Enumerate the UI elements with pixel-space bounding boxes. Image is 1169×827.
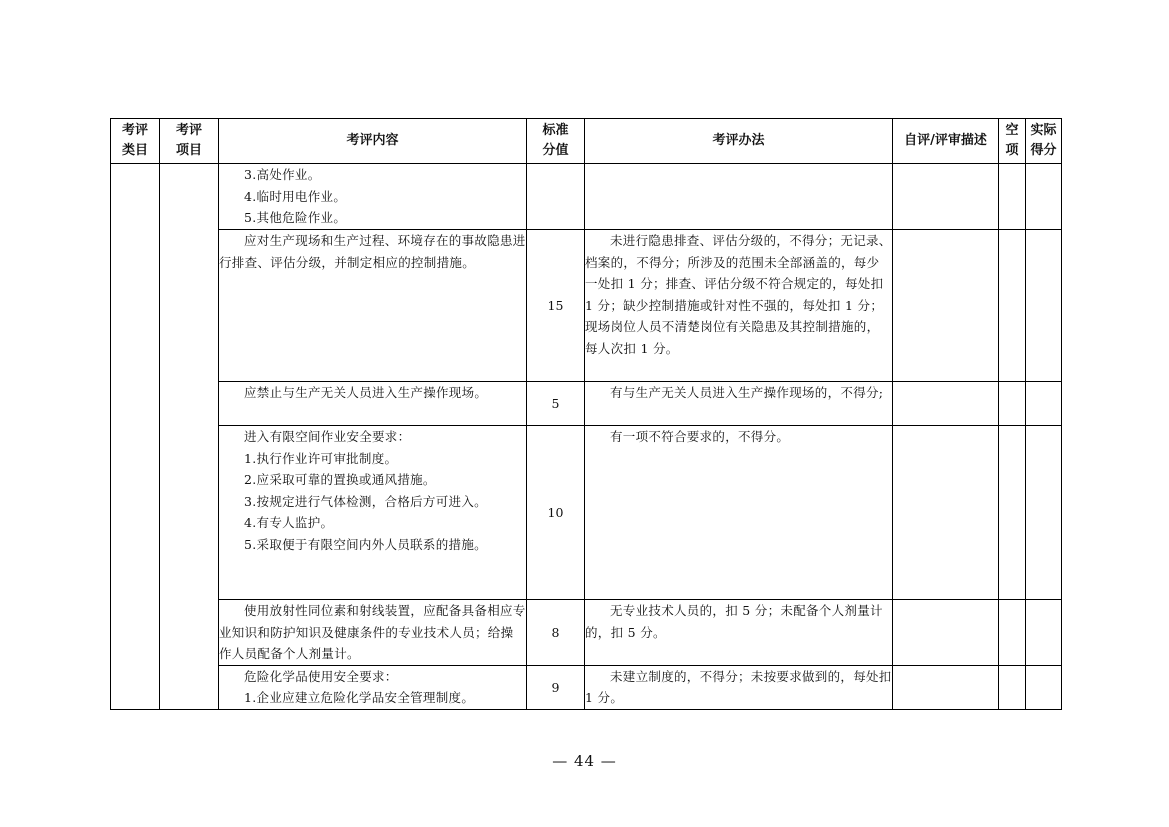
method-cell [585, 164, 893, 230]
self-eval-cell [893, 164, 999, 230]
actual-score-cell [1026, 382, 1062, 426]
actual-score-cell [1026, 665, 1062, 709]
header-content: 考评内容 [219, 119, 527, 164]
self-eval-cell [893, 600, 999, 666]
empty-cell [999, 600, 1026, 666]
header-score: 标准 分值 [527, 119, 585, 164]
header-method: 考评办法 [585, 119, 893, 164]
page-number: — 44 — [552, 752, 617, 770]
self-eval-cell [893, 426, 999, 600]
score-cell: 9 [527, 665, 585, 709]
method-cell: 无专业技术人员的，扣 5 分；未配备个人剂量计的，扣 5 分。 [585, 600, 893, 666]
empty-cell [999, 665, 1026, 709]
score-cell: 10 [527, 426, 585, 600]
empty-cell [999, 426, 1026, 600]
content-cell: 进入有限空间作业安全要求： 1.执行作业许可审批制度。 2.应采取可靠的置换或通风措施。 3.按规定进行气体检测，合格后方可进入。 4.有专人监护。 5.采取便于有限空间内外人员联系的措施。 [219, 426, 527, 600]
content-cell: 应对生产现场和生产过程、环境存在的事故隐患进行排查、评估分级，并制定相应的控制措施。 [219, 230, 527, 382]
empty-cell [999, 382, 1026, 426]
method-cell: 有一项不符合要求的，不得分。 [585, 426, 893, 600]
score-cell: 15 [527, 230, 585, 382]
content-cell: 使用放射性同位素和射线装置，应配备具备相应专业知识和防护知识及健康条件的专业技术人员；给操作人员配备个人剂量计。 [219, 600, 527, 666]
score-cell [527, 164, 585, 230]
method-cell: 未进行隐患排查、评估分级的，不得分；无记录、档案的，不得分；所涉及的范围未全部涵盖的，每少一处扣 1 分；排查、评估分级不符合规定的，每处扣 1 分；缺少控制措施或针对性不强的，每处扣 1 分；现场岗位人员不清楚岗位有关隐患及其控制措施的，每人次扣 1 分。 [585, 230, 893, 382]
table-header-row [111, 119, 1062, 164]
self-eval-cell [893, 382, 999, 426]
empty-cell [999, 230, 1026, 382]
actual-score-cell [1026, 426, 1062, 600]
category-cell [111, 164, 160, 710]
table-row [111, 382, 1062, 426]
actual-score-cell [1026, 600, 1062, 666]
header-category: 考评 类目 [111, 119, 160, 164]
content-cell: 应禁止与生产无关人员进入生产操作现场。 [219, 382, 527, 426]
evaluation-table [110, 118, 1062, 710]
item-cell [160, 164, 219, 710]
self-eval-cell [893, 230, 999, 382]
method-cell: 有与生产无关人员进入生产操作现场的，不得分; [585, 382, 893, 426]
score-cell: 5 [527, 382, 585, 426]
self-eval-cell [893, 665, 999, 709]
header-item: 考评 项目 [160, 119, 219, 164]
table-row [111, 600, 1062, 666]
empty-cell [999, 164, 1026, 230]
table-row [111, 230, 1062, 382]
table-row [111, 665, 1062, 709]
content-cell: 3.高处作业。 4.临时用电作业。 5.其他危险作业。 [219, 164, 527, 230]
actual-score-cell [1026, 230, 1062, 382]
method-cell: 未建立制度的，不得分；未按要求做到的，每处扣 1 分。 [585, 665, 893, 709]
score-cell: 8 [527, 600, 585, 666]
actual-score-cell [1026, 164, 1062, 230]
table-row [111, 426, 1062, 600]
header-self-eval: 自评/评审描述 [893, 119, 999, 164]
content-cell: 危险化学品使用安全要求： 1.企业应建立危险化学品安全管理制度。 [219, 665, 527, 709]
header-actual: 实际 得分 [1026, 119, 1062, 164]
table-row [111, 164, 1062, 230]
header-empty: 空 项 [999, 119, 1026, 164]
